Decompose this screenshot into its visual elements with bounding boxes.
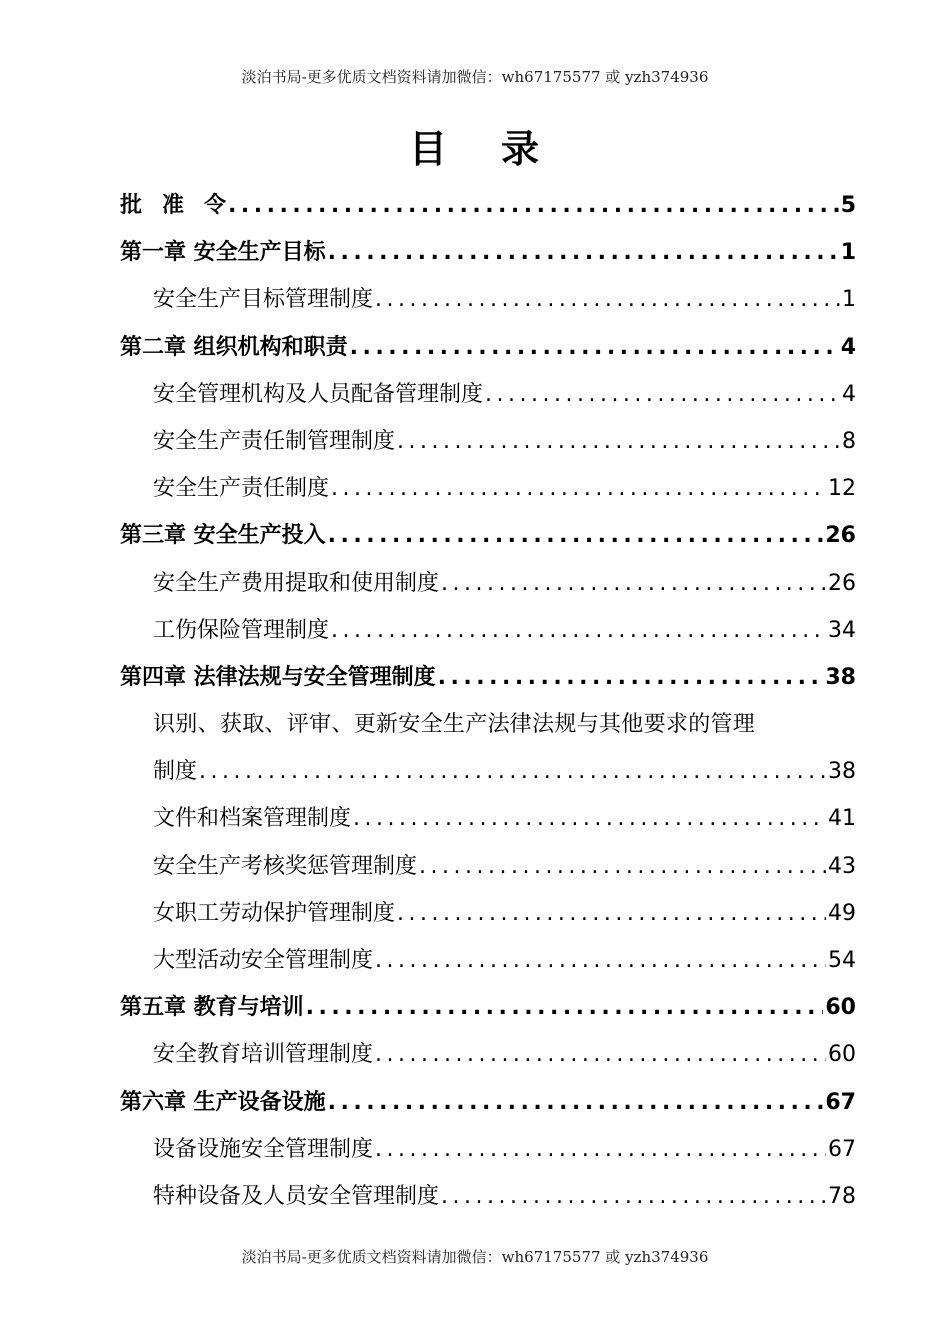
toc-entry-section[interactable] xyxy=(120,1173,856,1220)
dot-leader xyxy=(419,843,826,890)
toc-entry-label: 第一章 安全生产目标 xyxy=(120,240,326,266)
dot-leader xyxy=(328,512,824,559)
toc-entry-chapter-5[interactable] xyxy=(120,984,856,1031)
toc-entry-section-wrapped-line[interactable] xyxy=(120,701,856,748)
toc-entry-section[interactable] xyxy=(120,465,856,512)
dot-leader xyxy=(228,182,839,229)
toc-entry-page: 67 xyxy=(828,1136,856,1162)
dot-leader xyxy=(397,890,826,937)
toc-entry-section[interactable] xyxy=(120,795,856,842)
toc-entry-section[interactable] xyxy=(120,1031,856,1078)
toc-entry-page: 4 xyxy=(842,381,856,407)
toc-entry-section[interactable] xyxy=(120,418,856,465)
page-header-watermark: 淡泊书局-更多优质文档资料请加微信：wh67175577 或 yzh374936 xyxy=(241,68,709,86)
toc-entry-label: 第五章 教育与培训 xyxy=(120,995,304,1021)
toc-entry-label: 安全生产责任制管理制度 xyxy=(153,428,396,454)
toc-entry-page: 26 xyxy=(825,523,856,549)
toc-entry-label: 制度 xyxy=(153,759,198,785)
toc-entry-label: 设备设施安全管理制度 xyxy=(153,1136,374,1162)
toc-entry-page: 60 xyxy=(825,995,856,1021)
toc-entry-section-continuation[interactable] xyxy=(120,748,856,795)
toc-entry-page: 1 xyxy=(840,240,856,266)
dot-leader xyxy=(441,560,826,607)
toc-entry-label: 大型活动安全管理制度 xyxy=(153,948,374,973)
toc-entry-chapter-2[interactable] xyxy=(120,324,856,371)
dot-leader xyxy=(397,418,840,465)
toc-entry-page: 78 xyxy=(828,1183,856,1209)
toc-entry-section[interactable] xyxy=(120,276,856,323)
toc-entry-page: 26 xyxy=(828,570,856,596)
toc-entry-label: 第二章 组织机构和职责 xyxy=(120,334,348,360)
toc-entry-label: 安全生产目标管理制度 xyxy=(153,287,374,313)
toc-entry-page: 8 xyxy=(842,428,856,454)
toc-entry-page: 54 xyxy=(828,948,856,973)
dot-leader xyxy=(375,1031,826,1078)
toc-entry-label: 特种设备及人员安全管理制度 xyxy=(153,1183,440,1209)
title-char-2: 录 xyxy=(501,127,542,171)
toc-entry-label: 识别、获取、评审、更新安全生产法律法规与其他要求的管理 xyxy=(153,712,756,738)
toc-entry-page: 49 xyxy=(828,900,856,926)
toc-entry-section[interactable] xyxy=(120,843,856,890)
toc-entry-label: 安全管理机构及人员配备管理制度 xyxy=(153,381,484,407)
toc-entry-chapter-3[interactable] xyxy=(120,512,856,559)
dot-leader xyxy=(375,1126,826,1173)
toc-entry-label: 安全生产费用提取和使用制度 xyxy=(153,570,440,596)
table-of-contents xyxy=(120,182,856,1220)
toc-entry-page: 43 xyxy=(828,853,856,879)
toc-entry-label: 批 准 令 xyxy=(120,193,227,218)
toc-entry-page: 38 xyxy=(828,759,856,785)
title-char-1: 目 xyxy=(408,127,449,171)
toc-entry-page: 41 xyxy=(828,806,856,832)
dot-leader xyxy=(328,1079,824,1126)
toc-entry-section[interactable] xyxy=(120,560,856,607)
toc-entry-label: 文件和档案管理制度 xyxy=(153,806,352,832)
toc-entry-page: 67 xyxy=(825,1089,856,1115)
dot-leader xyxy=(328,229,839,276)
toc-entry-chapter-4[interactable] xyxy=(120,654,856,701)
toc-entry-chapter-6[interactable] xyxy=(120,1079,856,1126)
dot-leader xyxy=(306,984,824,1031)
dot-leader xyxy=(353,795,826,842)
page-footer-watermark: 淡泊书局-更多优质文档资料请加微信：wh67175577 或 yzh374936 xyxy=(241,1248,709,1266)
dot-leader xyxy=(375,937,826,984)
toc-entry-section[interactable] xyxy=(120,937,856,984)
toc-entry-section[interactable] xyxy=(120,607,856,654)
toc-entry-page: 12 xyxy=(828,476,856,502)
toc-entry-section[interactable] xyxy=(120,1126,856,1173)
toc-entry-section[interactable] xyxy=(120,371,856,418)
toc-entry-label: 第三章 安全生产投入 xyxy=(120,523,326,549)
dot-leader xyxy=(331,607,826,654)
dot-leader xyxy=(375,276,840,323)
dot-leader xyxy=(199,748,826,795)
toc-entry-label: 安全生产责任制度 xyxy=(153,476,330,502)
toc-entry-section[interactable] xyxy=(120,890,856,937)
toc-entry-label: 安全教育培训管理制度 xyxy=(153,1042,374,1068)
toc-entry-page: 4 xyxy=(840,334,856,360)
dot-leader xyxy=(485,371,840,418)
dot-leader xyxy=(438,654,824,701)
toc-entry-preface[interactable] xyxy=(120,182,856,229)
toc-entry-label: 第六章 生产设备设施 xyxy=(120,1089,326,1115)
toc-entry-label: 工伤保险管理制度 xyxy=(153,617,330,643)
toc-entry-label: 第四章 法律法规与安全管理制度 xyxy=(120,664,436,690)
toc-entry-page: 5 xyxy=(840,193,856,218)
toc-entry-page: 1 xyxy=(842,287,856,313)
page-title xyxy=(0,118,950,173)
toc-entry-chapter-1[interactable] xyxy=(120,229,856,276)
dot-leader xyxy=(441,1173,826,1220)
toc-entry-page: 60 xyxy=(828,1042,856,1068)
toc-entry-page: 38 xyxy=(825,664,856,690)
toc-entry-page: 34 xyxy=(828,617,856,643)
toc-entry-label: 女职工劳动保护管理制度 xyxy=(153,900,396,926)
dot-leader xyxy=(331,465,826,512)
toc-entry-label: 安全生产考核奖惩管理制度 xyxy=(153,853,418,879)
dot-leader xyxy=(350,324,839,371)
